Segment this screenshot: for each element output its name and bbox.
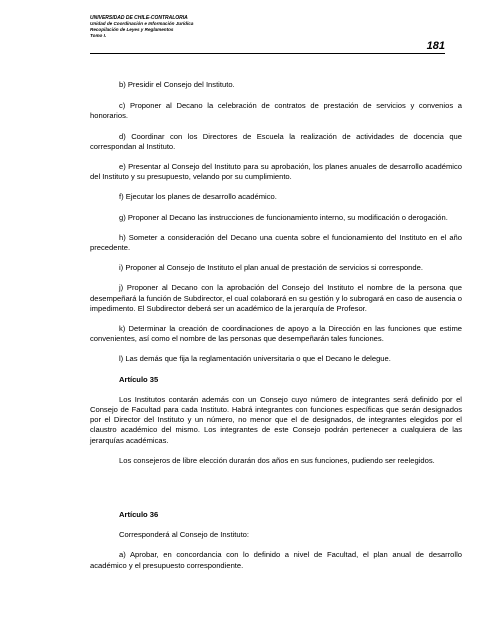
paragraph-h: h) Someter a consideración del Decano una cuenta sobre el funcionamiento del Instituto en el año precedente.	[90, 232, 462, 253]
paragraph-j: j) Proponer al Decano con la aprobación del Consejo del Instituto el nombre de la persona que desempeñará la función de Subdirector, el cual colaborará en su gestión y lo subrogará en caso de ausencia o impedimento. El Subdirector deberá ser un académico de la jerarquía de Profesor.	[90, 283, 462, 313]
paragraph-b: b) Presidir el Consejo del Instituto.	[119, 80, 235, 89]
article-36-heading: Artículo 36	[119, 510, 159, 520]
paragraph-g: g) Proponer al Decano las instrucciones de funcionamiento interno, su modificación o derogación.	[119, 212, 448, 222]
collection-name: Recopilación de Leyes y Reglamentos	[90, 27, 174, 32]
article-35-paragraph-1: Los Institutos contarán además con un Consejo cuyo número de integrantes será definido por el Consejo de Facultad para cada Instituto. Habrá integrantes con funciones específicas que serán designados por el Director del Instituto y un número, no menor que el de designados, de integrantes elegidos por el claustro académico del mismo. Los integrantes de este Consejo podrán pertenecer a cualquiera de las jerarquías académicas.	[90, 394, 462, 445]
paragraph-e: e) Presentar al Consejo del Instituto para su aprobación, los planes anuales de desarrollo académico del Instituto y su presupuesto, velando por su cumplimiento.	[90, 162, 462, 182]
volume-label: Tomo I.	[90, 33, 107, 38]
document-header	[90, 15, 390, 39]
header-rule	[90, 53, 445, 54]
institution-name: UNIVERSIDAD DE CHILE-CONTRALORIA	[90, 15, 188, 21]
article-35-paragraph-2: Los consejeros de libre elección durarán dos años en sus funciones, pudiendo ser reelegidos.	[119, 455, 435, 465]
paragraph-f: f) Ejecutar los planes de desarrollo académico.	[119, 192, 277, 202]
article-36-paragraph-a: a) Aprobar, en concordancia con lo definido a nivel de Facultad, el plan anual de desarrollo académico y el presupuesto correspondiente.	[90, 550, 462, 570]
paragraph-l: l) Las demás que fija la reglamentación universitaria o que el Decano le delegue.	[119, 354, 391, 364]
article-35-heading: Artículo 35	[119, 374, 159, 384]
document-body	[90, 80, 462, 571]
unit-name: Unidad de Coordinación e Información Jurídica	[90, 21, 194, 26]
paragraph-d: d) Coordinar con los Directores de Escuela la realización de actividades de docencia que correspondan al Instituto.	[90, 131, 462, 151]
paragraph-k: k) Determinar la creación de coordinaciones de apoyo a la Dirección en las funciones que estime convenientes, así como el nombre de las personas que desempeñarán tales funciones.	[90, 324, 462, 344]
paragraph-i: i) Proponer al Consejo de Instituto el plan anual de prestación de servicios si corresponde.	[119, 263, 423, 273]
page-number: 181	[426, 40, 445, 52]
article-36-intro: Corresponderá al Consejo de Instituto:	[119, 530, 250, 540]
paragraph-c: c) Proponer al Decano la celebración de contratos de prestación de servicios y convenios a honorarios.	[90, 101, 462, 121]
